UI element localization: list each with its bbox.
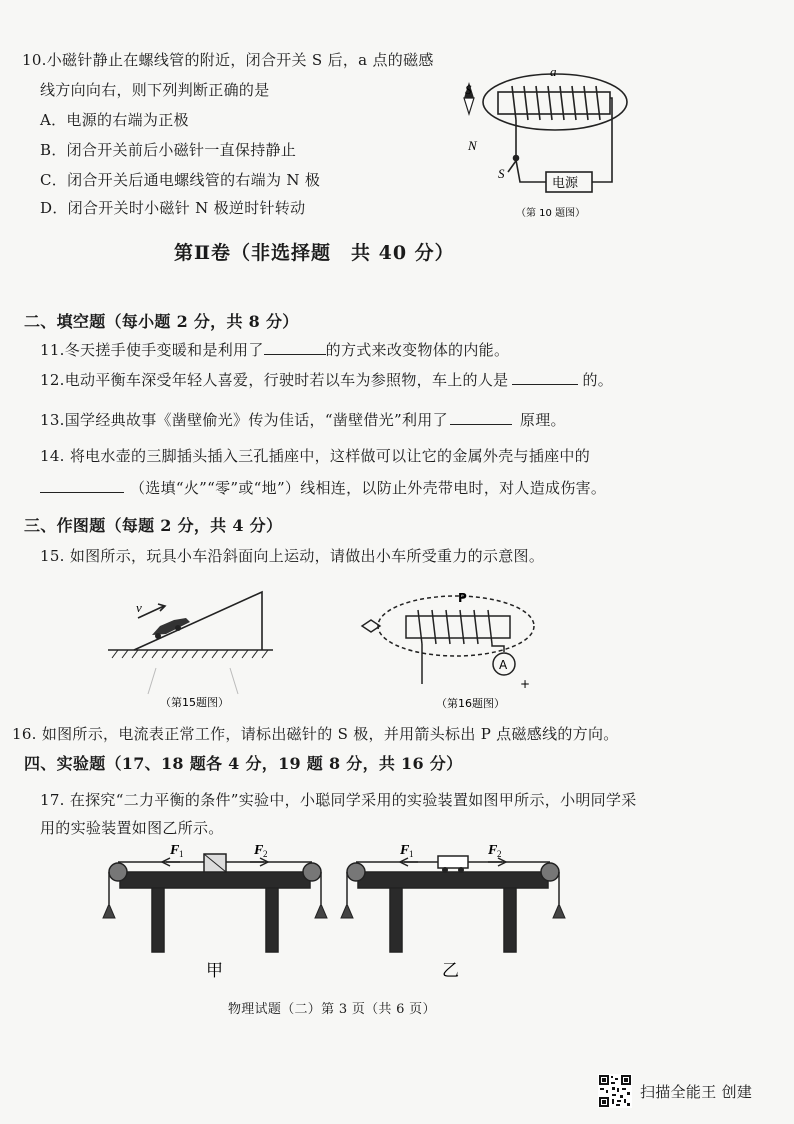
q11 xyxy=(40,340,509,360)
figure-label-yi: 乙 xyxy=(442,961,459,981)
jia-f1-sub: 1 xyxy=(179,849,184,859)
pulley-right xyxy=(303,863,321,881)
q13 xyxy=(40,410,566,430)
q14-blank[interactable] xyxy=(40,478,124,493)
fig10-label-n: N xyxy=(468,138,477,153)
q10-option-c: C．闭合开关后通电螺线管的右端为 N 极 xyxy=(40,171,321,189)
q10-option-b: B．闭合开关前后小磁针一直保持静止 xyxy=(40,141,297,159)
pulley-left xyxy=(109,863,127,881)
page-footer: 物理试题（二）第 3 页（共 6 页） xyxy=(228,1002,436,1017)
q12-blank[interactable] xyxy=(512,370,578,385)
q12 xyxy=(40,370,613,390)
jia-f1-label: F xyxy=(170,843,180,858)
q10-option-a: A．电源的右端为正极 xyxy=(40,111,189,129)
yi-f2-sub: 2 xyxy=(497,849,502,859)
table-leg-left-yi xyxy=(390,888,402,952)
q17-figure-jia xyxy=(100,842,340,982)
section4-title: 四、实验题（17、18 题各 4 分，19 题 8 分，共 16 分） xyxy=(24,754,463,773)
fig10-label-a: a xyxy=(550,64,557,79)
q14-line2 xyxy=(40,478,606,498)
q10-stem-line2: 线方向向右，则下列判断正确的是 xyxy=(40,81,270,99)
q10-option-d: D．闭合开关时小磁针 N 极逆时针转动 xyxy=(40,199,306,217)
weight-left-yi xyxy=(341,904,353,918)
small-cart xyxy=(438,856,468,868)
magnetic-field-loop xyxy=(483,74,627,130)
q11-text-a: 11.冬天搓手使手变暖和是利用了 xyxy=(40,341,264,359)
velocity-arrow xyxy=(138,606,164,618)
q14-line1: 14. 将电水壶的三脚插头插入三孔插座中，这样做可以让它的金属外壳与插座中的 xyxy=(40,447,591,465)
yi-f2-label: F xyxy=(488,843,498,858)
q10-stem-line1: 10.小磁针静止在螺线管的附近，闭合开关 S 后，a 点的磁感 xyxy=(22,51,434,69)
scanner-watermark: 扫描全能王 创建 xyxy=(640,1083,753,1101)
q16-solenoid-figure xyxy=(360,580,540,715)
q15: 15. 如图所示，玩具小车沿斜面向上运动，请做出小车所受重力的示意图。 xyxy=(40,547,545,565)
yi-f1-label: F xyxy=(400,843,410,858)
qr-code-icon xyxy=(598,1074,632,1108)
weight-left xyxy=(103,904,115,918)
figure-label-jia: 甲 xyxy=(206,961,223,981)
incline-slope xyxy=(134,592,262,650)
section2-title: 二、填空题（每小题 2 分，共 8 分） xyxy=(24,312,299,331)
pulley-right-yi xyxy=(541,863,559,881)
fig15-caption: （第15题图） xyxy=(160,696,229,709)
compass-needle-south xyxy=(464,98,474,114)
fig10-label-s: S xyxy=(465,82,472,97)
q14-text-b: （选填“火”“零”或“地”）线相连，以防止外壳带电时，对人造成伤害。 xyxy=(130,479,607,497)
q15-incline-figure xyxy=(108,588,278,713)
q12-text-b: 的。 xyxy=(582,371,614,389)
jia-f2-sub: 2 xyxy=(263,849,268,859)
q13-text-a: 13.国学经典故事《凿壁偷光》传为佳话，“凿壁借光”利用了 xyxy=(40,411,448,429)
q11-blank[interactable] xyxy=(264,340,326,355)
q13-text-b: 原理。 xyxy=(519,411,566,429)
fig16-label-p: P xyxy=(458,591,467,605)
pulley-left-yi xyxy=(347,863,365,881)
q12-text-a: 12.电动平衡车深受年轻人喜爱，行驶时若以车为参照物，车上的人是 xyxy=(40,371,509,389)
q17-line2: 用的实验装置如图乙所示。 xyxy=(40,819,224,837)
fig15-label-v: v xyxy=(136,600,142,615)
weight-right xyxy=(315,904,327,918)
weight-right-yi xyxy=(553,904,565,918)
fig10-caption: （第 10 题图） xyxy=(516,208,586,219)
fig10-source-label: 电源 xyxy=(552,176,579,191)
table-top xyxy=(120,872,310,888)
table-leg-left xyxy=(152,888,164,952)
table-top-yi xyxy=(358,872,548,888)
table-leg-right-yi xyxy=(504,888,516,952)
table-leg-right xyxy=(266,888,278,952)
ammeter-label: A xyxy=(499,658,508,672)
q16: 16. 如图所示，电流表正常工作，请标出磁针的 S 极，并用箭头标出 P 点磁感线的方向。 xyxy=(12,725,619,743)
q11-text-b: 的方式来改变物体的内能。 xyxy=(325,341,510,359)
q17-line1: 17. 在探究“二力平衡的条件”实验中，小聪同学采用的实验装置如图甲所示，小明同学采 xyxy=(40,791,637,809)
ammeter-plus: + xyxy=(520,677,531,691)
fig10-switch-label: S xyxy=(498,166,505,181)
yi-f1-sub: 1 xyxy=(409,849,414,859)
q17-figure-yi xyxy=(338,842,578,982)
switch-s xyxy=(516,160,546,182)
jia-f2-label: F xyxy=(254,843,264,858)
q10-solenoid-figure xyxy=(460,60,640,220)
q13-blank[interactable] xyxy=(450,410,512,425)
solenoid-coil xyxy=(512,86,600,120)
fig16-caption: （第16题图） xyxy=(436,697,505,710)
solenoid-coil-16 xyxy=(418,610,492,644)
section3-title: 三、作图题（每题 2 分，共 4 分） xyxy=(24,516,283,535)
part2-title: 第Ⅱ卷（非选择题 共 40 分） xyxy=(174,242,455,264)
